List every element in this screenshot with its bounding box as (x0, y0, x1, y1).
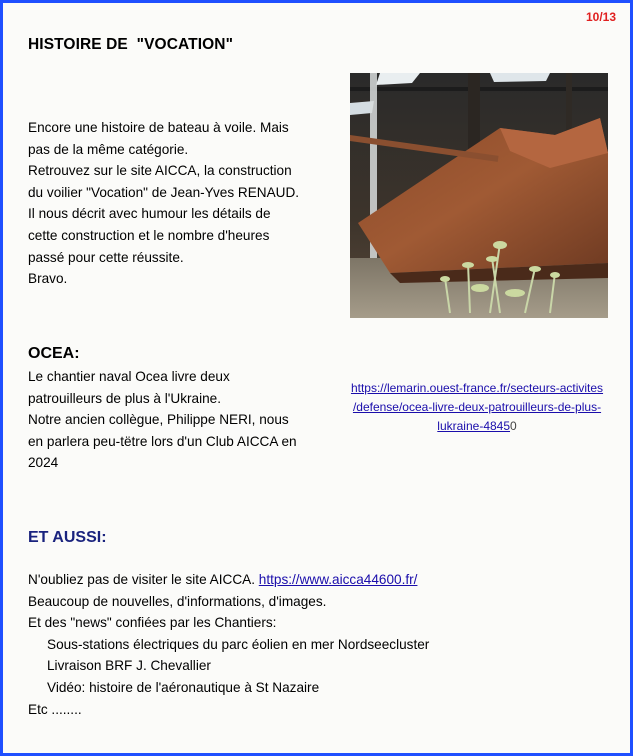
boat-hull-illustration (350, 73, 608, 318)
ocea-link-line[interactable]: /defense/ocea-livre-deux-patrouilleurs-de-plus- (352, 400, 602, 414)
ocea-link-line[interactable]: https://lemarin.ouest-france.fr/secteurs-activites (350, 381, 604, 395)
news-item: Vidéo: histoire de l'aéronautique à St Nazaire (47, 679, 320, 695)
ocea-article-link[interactable] (341, 379, 613, 436)
news-intro-line: Et des "news" confiées par les Chantiers: (28, 615, 277, 631)
vocation-line: Il nous décrit avec humour les détails de (28, 206, 271, 222)
vocation-title: HISTOIRE DE "VOCATION" (28, 36, 234, 53)
page-number: 10/13 (585, 10, 616, 24)
aicca-site-link[interactable]: https://www.aicca44600.fr/ (258, 572, 418, 587)
vocation-line: Retrouvez sur le site AICCA, la construction (28, 163, 292, 179)
news-item: Livraison BRF J. Chevallier (47, 658, 211, 674)
ocea-line: 2024 (28, 455, 59, 471)
news-item: Sous-stations électriques du parc éolien en mer Nordseecluster (47, 636, 430, 652)
news-intro-line: Beaucoup de nouvelles, d'informations, d'images. (28, 593, 327, 609)
vocation-line: passé pour cette réussite. (28, 249, 184, 265)
ocea-link-line[interactable]: lukraine-4845 (437, 419, 511, 433)
ocea-paragraph (28, 366, 338, 474)
vocation-paragraph (28, 117, 338, 290)
vocation-line: Bravo. (28, 271, 68, 287)
etc-line: Etc ........ (28, 701, 82, 717)
ocea-line: Notre ancien collègue, Philippe NERI, nous (28, 412, 289, 428)
ocea-link-tail: 0 (510, 419, 517, 433)
ocea-title: OCEA: (28, 345, 80, 362)
boat-hull-photo (350, 73, 608, 318)
vocation-line: pas de la même catégorie. (28, 141, 189, 157)
vocation-line: cette construction et le nombre d'heures (28, 227, 270, 243)
visit-text: N'oubliez pas de visiter le site AICCA. (28, 572, 259, 587)
ocea-line: patrouilleurs de plus à l'Ukraine. (28, 390, 222, 406)
ocea-line: Le chantier naval Ocea livre deux (28, 369, 230, 384)
et-aussi-paragraph (28, 569, 618, 720)
et-aussi-title: ET AUSSI: (28, 529, 107, 546)
ocea-line: en parlera peu-tëtre lors d'un Club AICCA en (28, 433, 297, 449)
vocation-line: Encore une histoire de bateau à voile. Mais (28, 120, 289, 135)
vocation-line: du voilier "Vocation" de Jean-Yves RENAUD. (28, 184, 300, 200)
